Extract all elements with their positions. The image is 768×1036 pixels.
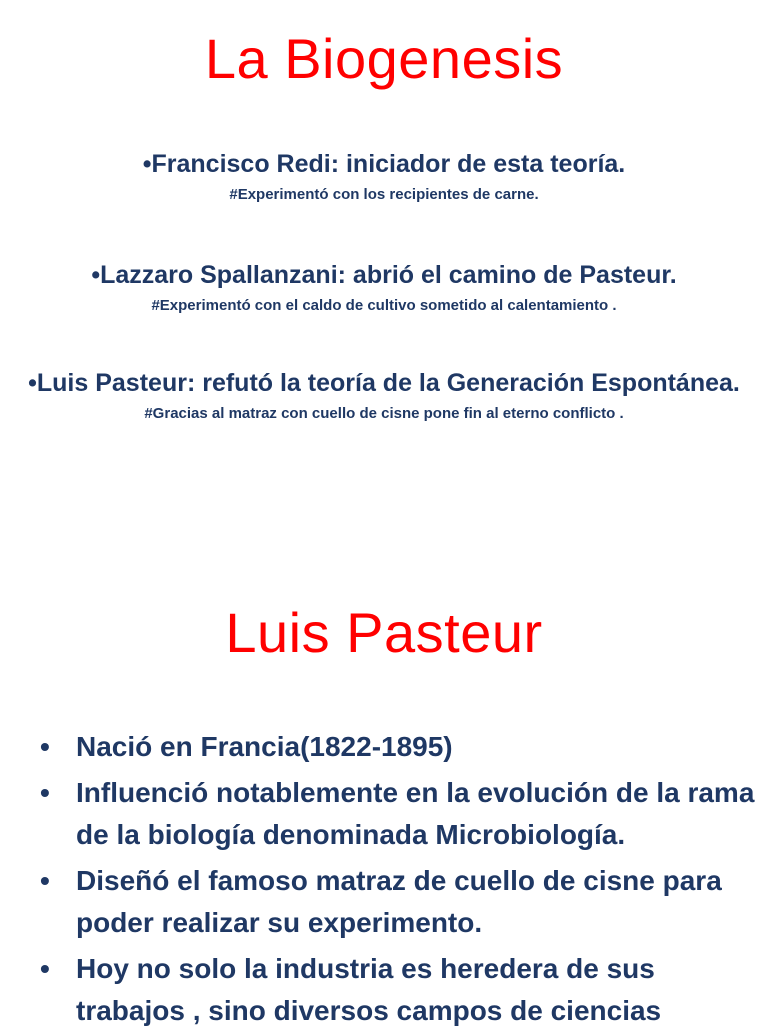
list-item	[40, 948, 760, 1032]
bullet-text: Diseñó el famoso matraz de cuello de cisne para poder realizar su experimento.	[76, 865, 722, 938]
bullet-text: Hoy no solo la industria es heredera de sus trabajos , sino diversos campos de ciencias	[76, 953, 662, 1026]
bullet-icon: •	[40, 731, 50, 762]
entry-heading: •Luis Pasteur: refutó la teoría de la Generación Espontánea.	[28, 369, 740, 397]
entry-note: #Experimentó con los recipientes de carne.	[229, 186, 539, 203]
slide-title: Luis Pasteur	[225, 601, 543, 664]
entry-pasteur	[20, 363, 748, 425]
list-item	[40, 726, 760, 768]
bullet-text: Nació en Francia(1822-1895)	[76, 731, 453, 762]
entry-heading: •Lazzaro Spallanzani: abrió el camino de Pasteur.	[91, 261, 677, 289]
bullet-text: Influenció notablemente en la evolución de la rama de la biología denominada Microbiología.	[76, 777, 755, 850]
bullet-icon: •	[40, 777, 50, 808]
entry-heading: •Francisco Redi: iniciador de esta teoría.	[142, 150, 626, 178]
entry-note: #Gracias al matraz con cuello de cisne pone fin al eterno conflicto .	[144, 405, 624, 422]
bullet-icon: •	[40, 953, 50, 984]
entry-spallanzani	[20, 255, 748, 317]
list-item	[40, 860, 760, 944]
bullet-list	[40, 726, 760, 1036]
slide-title: La Biogenesis	[204, 27, 564, 90]
bullet-icon: •	[40, 865, 50, 896]
list-item	[40, 772, 760, 856]
entry-note: #Experimentó con el caldo de cultivo sometido al calentamiento .	[151, 297, 617, 314]
entry-redi	[20, 144, 748, 206]
slide-luis-pasteur	[0, 560, 768, 1024]
